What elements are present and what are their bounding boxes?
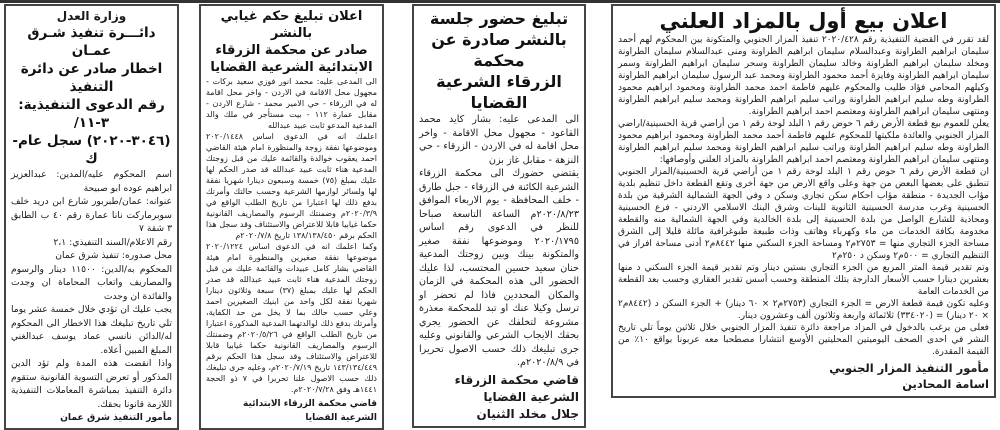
notice-paragraph: المحكوم به/الدين: ١١٥٠٠ دينار والرسوم والمصاريف واتعاب المحاماة ان وجدت والفائدة ان وجدت [11,263,172,302]
judgment-paragraph: اعلمك انه في الدعوى اساس ٢٠٢٠/١٤٤٨ وموضوعها نفقة زوجة والمنظورة امام هيئة القاضي احمد يعقوب خوالدة والقائمة عليك من قبل زوجتك المدعية هناء ثابت عبيد عبدالله قد صدر الحكم لها عليك بمبلغ (٧٥) خمسة وسبعون دينارا شهريا نفقة لها ولسائر لوازمها الشرعية وحسب حالتك وأمرتك بدفع ذلك لها اعتبارا من تاريخ الطلب الواقع في ٢٠٢٠/٣/٩م وضمنتك الرسوم والمصاريف القانونية حكما غيابيا قابلا للاعتراض والاستئناف وقد سجل هذا الحكم برقم ١٣٨/١٣٨/٤٥٠ تاريخ ٢٠٢٠/٧/٨م [206,132,377,240]
signature-line: الشرعية القضايا [305,413,377,423]
auction-paragraph: لقد تقرر في القضية التنفيذية رقم ٢٠٢٠/٤٢٨ تنفيذ المزار الجنوبي والمتكونة بين المحكوم لهم أحمد سليمان ابراهيم الطراونة وعبدالسلام سليمان ابراهيم الطراونة ومنى عبدالسلام سليمان الطراونة ومخلد سليمان ابراهيم الطراونة وخالد سليمان الطراونة وسحر سليمان ابراهيم الطراونة وسمر سليمان ابراهيم الطراونة وفايزة أحمد محمود الطراونة ومحمد عبد الرسول سليمان ابراهيم الطراونة وكيلهم المحامي فؤاد طليب والمحكوم عليهم فاطمة احمد محمد الطراونة ومحمود ابراهيم محمود الطراونة وطه سليم ابراهيم الطراونة وراتب سليم ابراهيم الطراونة ومحمد سليم ابراهيم الطراونة ومنتهى سليمان ابراهيم الطراونة ومعتصم احمد ابراهيم الطراونة. [618,35,989,117]
execution-notice-ad [4,4,179,430]
auction-paragraph: ان قطعة الأرض رقم ٦ حوض رقم ١ البلد لوحة رقم ١ من أراضي قرية الحسينية/المزار الجنوبي تنطبق على بعضها البعض من جهة وعلى واقع الارض من جهة أخرى وتقع القطعة داخل تنظيم بلدية مؤاب الجديدة - منطقة مؤاب احكام سكن تجاري وسكن د وفي الجهة الشمالية الشرقية من بلدة الحسينية وغرب مدرسة الحسينية الثانوية للبنات وشرق البنك الاسلامي الاردني - فرع الحسينية ومحاذية للشارع الواصل من بلدة الحسينية إلى بلدة الخالدية وفي الجهة الشمالية منه والقطعة مخدومة بكافة الخدمات من ماء وكهرباء وهاتف وذات طبيعة طبوغرافية مائلة قليلا إلى الشرق مساحة الجزء التجاري منها = ٢٧٥٣م٢ ومساحة الجزء السكني منها ٨٤٤٢م٢ أدنى مساحة افراز في التنظيم التجاري = ٥٠٠م٢ وسكن د ٢٥٠م٢ [618,167,990,261]
judgment-ad [199,4,384,430]
signature-line: قاضي محكمة الزرقاء الابتدائية [242,399,377,409]
hearing-ad [412,4,586,428]
notice-title-line: اخطار صادر عن دائرة التنفيذ [20,61,163,95]
signature-name: اسامة المحادين [902,377,989,391]
auction-paragraph: وعليه تكون قيمة قطعة الارض = الجزء التجاري (٢٧٥٣م٢ × ٦٠ دينار) + الجزء السكن د (٨٤٤٢م٢ × ٢٠ دينار) = (٣٣٤٠٢٠) ثلاثمائة واربعة وثلاثون ألف وعشرون دينار. [618,299,989,321]
notice-paragraph: يجب عليك ان تؤدي خلال خمسة عشر يوما تلي تاريخ تبليغك هذا الاخطار الى المحكوم له/الدائن نانسي عماد يوسف عبدالغني المبلغ المبين أعلاه. [11,304,172,356]
signature-name: جلال مخلد الثنيان [476,406,579,421]
notice-signature: مأمور التنفيذ شرق عمان [60,412,172,423]
notice-paragraph: رقم الاعلام/السند التنفيذي: ٢،١ [53,236,172,248]
auction-paragraph: فعلى من يرغب بالدخول في المزاد مراجعة دائرة تنفيذ المزار الجنوبي خلال ثلاثين يوماً تلي تاريخ النشر في احدى الصحف اليوميتين المحليتين الأوسع انتشارا مصطحبا معه عربونا بواقع ١٠٪ من القيمة المقدرة. [618,323,989,357]
notice-paragraph: محل صدوره: تنفيذ شرق عمان [55,250,172,261]
hearing-paragraph: يقتضي حضورك الى محكمة الزرقاء الشرعية الكائنة في الزرقاء - جبل طارق - خلف المحافظة - يوم الاربعاء الموافق ٢٠٢٠/٨/٢٣م الساعة التاسعة صباحا للنظر في الدعوى رقم اساس ٢٠٢٠/١٧٩٥ وموضوعها نفقة صغير والمتكونة بينك وبين زوجتك المدعية حنان سعيد حسين المحتسب، لذا عليك الحضور الى هذه المحكمة في الزمان والمكان المحددين فاذا لم تحضر او ترسل وكيلا عنك او تبد للمحكمة معذرة مشروعة لتخلفك عن الحضور يجري بحقك الايجاب الشرعي والقانوني وعليه جرى تبليغك ذلك حسب الاصول تحريرا في ٢٠٢٠/٨/٩م. [419,168,579,368]
hearing-paragraph: الى المدعى عليه: بشار كايد محمد القاعود - مجهول محل الاقامة - واخر محل اقامة له في الاردن - الزرقاء - حي النزهة - مقابل غاز بزن [419,114,579,166]
notice-paragraph: واذا انقضت هذه المدة ولم تؤد الدين المذكور أو تعرض التسوية القانونية ستقوم دائرة التنفيذ بمباشرة المعاملات التنفيذية اللازمة قانونا بحقك. [11,358,172,410]
page-top-rule [0,0,1000,3]
auction-paragraph: يعلن للعموم بيع قطعة الأرض رقم ٦ حوض رقم ١ البلد لوحة رقم ١ من أراضي قرية الحسينية/اراضي المزار الجنوبي والعائدة ملكيتها للمحكوم عليهم فاطمة أحمد محمد الطراونة ومحمود ابراهيم محمود الطراونة وطه سليم ابراهيم الطراونة وراتب سليم ابراهيم الطراونة ومحمد سليم ابراهيم الطراونة ومنتهى سليمان ابراهيم الطراونة ومعتصم احمد ابراهيم الطراونة بالمزاد العلني وأوصافها: [618,119,989,165]
notice-title-line: دائـــرة تنفيذ شـرق عمـان [27,25,156,59]
auction-signature [618,360,989,392]
hearing-signature [419,372,579,423]
ministry-name: وزارة العدل [56,9,127,23]
auction-title: اعلان بيع أول بالمزاد العلني [659,9,948,33]
notice-paragraph: عنوانه: عمان/طبربور شارع ابن دريد خلف سوبرماركت نانا عمارة رقم ٤٠ ب الطابق ٣ شقة ٧ [11,196,172,234]
hearing-title-line: الزرقاء الشرعية القضايا [436,72,562,112]
signature-line: الشرعية القضايا [483,389,579,404]
signature-title: مأمور التنفيذ المزار الجنوبي [829,361,989,375]
notice-title-line: رقم الدعوى التنفيذية: ٣-١١/ [18,97,165,131]
hearing-title-line: تبليغ حضور جلسة [429,9,569,28]
judgment-title-line: صادر عن محكمة الزرقاء [215,43,368,58]
judgment-signature [206,397,377,425]
notice-title-line: (٣٠٤٦-٢٠٢٠) سجل عام- ك [12,133,171,167]
auction-paragraph: وتم تقدير قيمة المتر المربع من الجزء التجاري بستين دينار وتم تقدير قيمة الجزء السكني د منها بعشرين دينارا حسب الأسعار الدارجة بتلك المنطقة وحسب أسس تقدير العقاري وحسب بعد القطعة من الخدمات العامة [618,263,989,297]
judgment-paragraph: الى المدعى عليه: محمد انور فوزي سعيد بركات - مجهول محل الاقامة في الاردن - واخر محل اقامة له في الزرقاء - حي الامير محمد - شارع الاردن - مقابل عمارة ١١٢ - بيت مستأجر في ملك والد المدعية المدعو ثابت عبيد عبدالله [206,77,377,130]
judgment-title-line: الابتدائية الشرعية القضايا [210,60,373,75]
notice-paragraph: اسم المحكوم عليه/المدين: عبدالعزيز ابراهيم عوده ابو صبيحة [11,169,172,194]
signature-line: قاضي محكمة الزرقاء [454,372,579,387]
judgment-paragraph: وكما اعلمك انه في الدعوى اساس ٢٠٢٠/١٢٢٤ موضوعها نفقة صغيرين والمنظورة امام هيئة القاضي بشار كامل عبيدات والقائمة عليك من قبل زوجتك المدعية هناء ثابت عبيد عبدالله قد صدر الحكم لها عليك بمبلغ (٣٧) سبعة وثلاثون دينارا شهريا نفقة لكل واحد من ابنيك الصغيرين احمد وعلي حسب حالك بما لا يخل من حد الكفاية، وأمرتك بدفع ذلك لوالدتهما المدعية المذكورة اعتبارا من تاريخ الطلب الواقع في ٢٠٢٠/٥/٢٦م وضمنتك الرسوم والمصاريف القانونية حكما غيابيا قابلا للاعتراض والاستئناف وقد سجل هذا الحكم برقم ١٤٣/١٣٤/٤٤٩ تاريخ ٢٠٢٠/٧/١٩م، وعليه جرى تبليغك ذلك حسب الاصول علنا تحريرا في ٧ ذو الحجة ١٤٤١هـ وفق ٢٠٢٠/٧/٢٨م. [206,242,378,394]
judgment-title-line: اعلان تبليغ حكم غيابي بالنشر [220,9,363,41]
hearing-title-line: بالنشر صادرة عن محكمة [431,30,567,70]
auction-ad [611,4,996,398]
